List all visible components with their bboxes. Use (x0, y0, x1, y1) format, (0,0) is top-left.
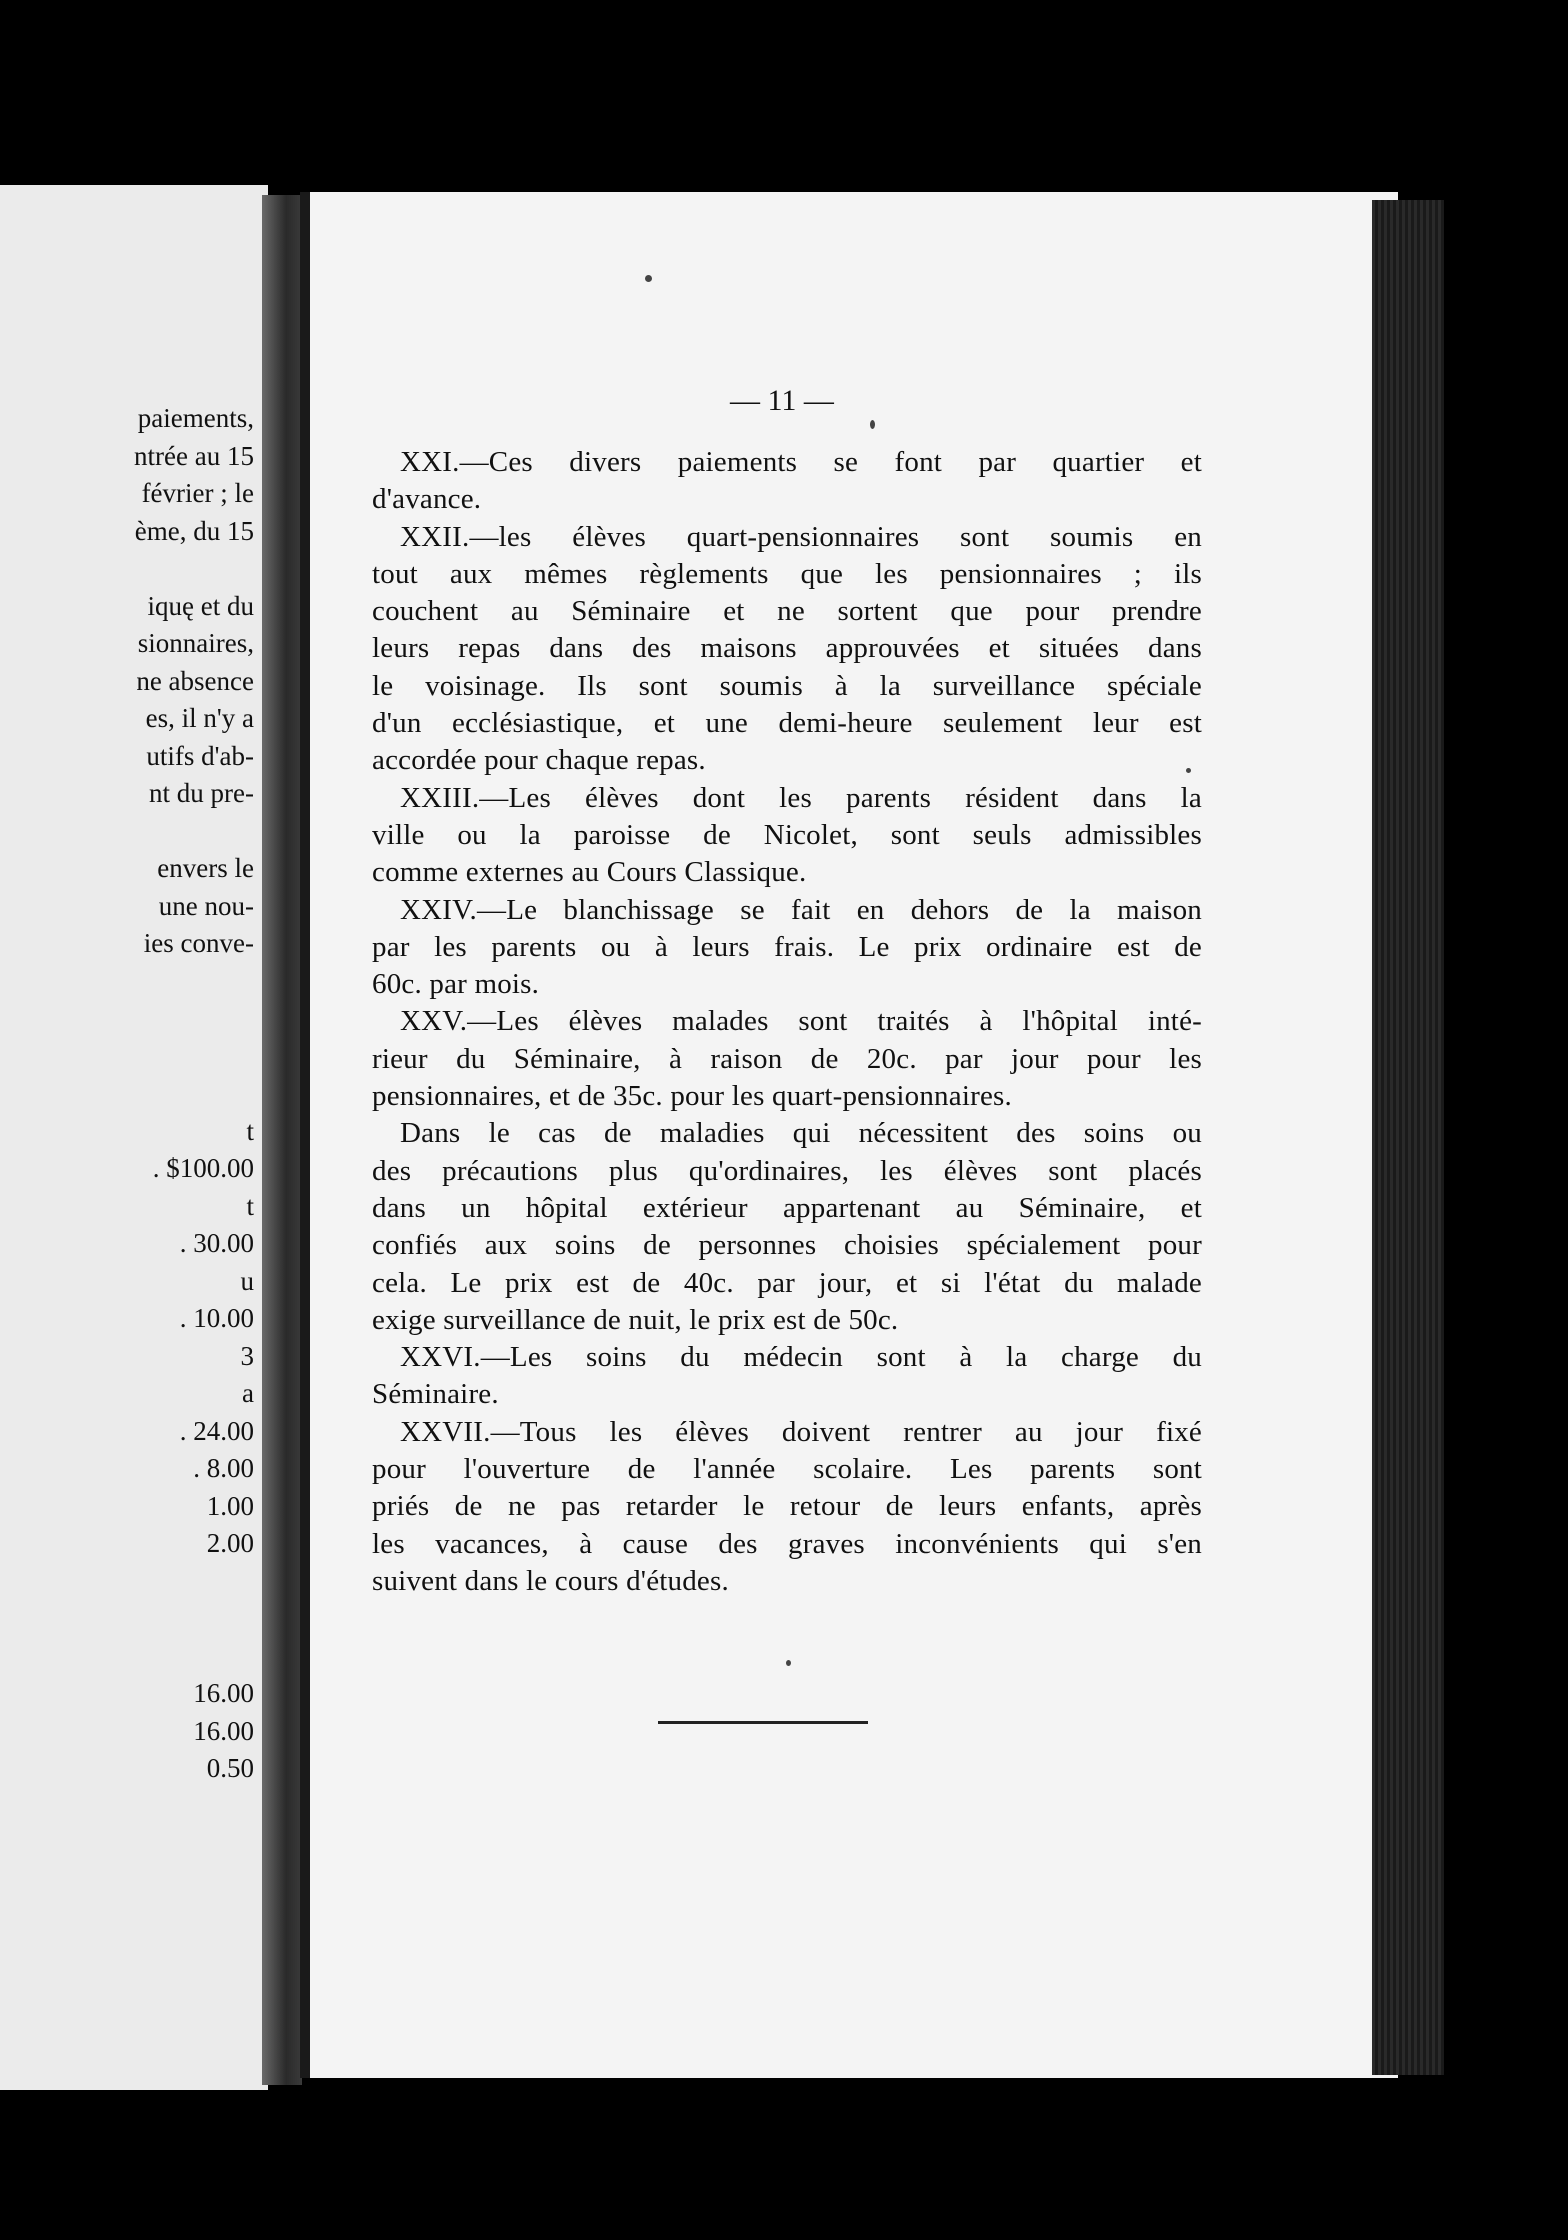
previous-page-line: envers le (157, 853, 254, 883)
text-line: XXVI.—Les soins du médecin sont à la charge du (400, 1341, 1202, 1374)
end-rule (658, 1721, 868, 1724)
previous-page-line: ne absence (136, 665, 254, 696)
previous-page-line: utifs d'ab- (146, 740, 254, 771)
previous-page-line: u (240, 1265, 254, 1296)
text-line: suivent dans le cours d'études. (372, 1564, 729, 1597)
previous-page-line: . $100.00 (152, 1153, 254, 1183)
text-line: confiés aux soins de personnes choisies spécialement pour (372, 1229, 1202, 1262)
previous-page-line: a (242, 1378, 254, 1408)
previous-page-line: une nou- (158, 890, 254, 921)
previous-page-line: . 24.00 (179, 1415, 254, 1446)
previous-page-line: es, il n'y a (145, 703, 254, 733)
text-line: accordée pour chaque repas. (372, 744, 706, 777)
previous-page-line: 0.50 (206, 1753, 254, 1783)
text-line: Dans le cas de maladies qui nécessitent des soins ou (400, 1117, 1202, 1150)
text-line: exige surveillance de nuit, le prix est de 50c. (372, 1303, 899, 1336)
previous-page-line: 3 (240, 1340, 254, 1371)
page-number: — 11 — (730, 384, 834, 417)
text-line: Séminaire. (372, 1378, 499, 1411)
ink-speck (786, 1660, 791, 1666)
previous-page-line: t (246, 1115, 254, 1146)
text-line: XXII.—les élèves quart-pensionnaires sont soumis en (400, 520, 1202, 553)
previous-page-line: iquę et du (147, 590, 254, 621)
text-line: dans un hôpital extérieur appartenant au Séminaire, et (372, 1191, 1202, 1224)
text-line: XXIII.—Les élèves dont les parents résident dans la (400, 781, 1202, 814)
previous-page-line: . 30.00 (179, 1228, 254, 1258)
text-line: d'un ecclésiastique, et une demi-heure seulement leur est (372, 707, 1202, 740)
text-line: des précautions plus qu'ordinaires, les élèves sont placés (372, 1154, 1202, 1187)
previous-page-line: 1.00 (206, 1490, 254, 1521)
text-line: les vacances, à cause des graves inconvénients qui s'en (372, 1527, 1202, 1560)
previous-page-line: 16.00 (193, 1715, 254, 1746)
previous-page-line: nt du pre- (149, 778, 254, 808)
text-line: d'avance. (372, 483, 482, 516)
previous-page-line: 16.00 (193, 1678, 254, 1708)
previous-page-line: 2.00 (206, 1528, 254, 1558)
text-line: XXVII.—Tous les élèves doivent rentrer au jour fixé (400, 1415, 1202, 1448)
text-line: le voisinage. Ils sont soumis à la surveillance spéciale (372, 669, 1202, 702)
text-line: leurs repas dans des maisons approuvées et situées dans (372, 632, 1202, 665)
text-line: XXI.—Ces divers paiements se font par quartier et (400, 446, 1202, 478)
book-gutter (262, 195, 302, 2085)
previous-page-line: février ; le (141, 478, 254, 508)
previous-page-line: ème, du 15 (134, 515, 254, 546)
text-line: comme externes au Cours Classique. (372, 856, 807, 889)
previous-page-line: paiements, (137, 403, 254, 433)
previous-page-line: t (246, 1190, 254, 1221)
previous-page-line: . 10.00 (179, 1303, 254, 1333)
previous-page (0, 185, 268, 2090)
text-line: cela. Le prix est de 40c. par jour, et si l'état du malade (372, 1266, 1202, 1299)
text-line: pour l'ouverture de l'année scolaire. Les parents sont (372, 1453, 1202, 1486)
text-line: XXIV.—Le blanchissage se fait en dehors de la maison (400, 893, 1202, 926)
body-text (372, 444, 1202, 1600)
ink-speck (1186, 768, 1191, 773)
text-line: par les parents ou à leurs frais. Le prix ordinaire est de (372, 930, 1202, 963)
text-line: pensionnaires, et de 35c. pour les quart-pensionnaires. (372, 1080, 1012, 1113)
text-line: ville ou la paroisse de Nicolet, sont seuls admissibles (372, 818, 1202, 851)
text-line: tout aux mêmes règlements que les pensionnaires ; ils (372, 557, 1202, 590)
previous-page-line: sionnaires, (137, 628, 254, 658)
previous-page-line: ntrée au 15 (134, 440, 254, 471)
previous-page-line: . 8.00 (193, 1453, 254, 1483)
previous-page-line: ies conve- (143, 928, 254, 958)
text-line: rieur du Séminaire, à raison de 20c. par jour pour les (372, 1042, 1202, 1075)
book-edge (1372, 200, 1444, 2075)
text-line: XXV.—Les élèves malades sont traités à l'hôpital inté- (400, 1005, 1202, 1038)
ink-speck (645, 275, 652, 282)
text-line: priés de ne pas retarder le retour de leurs enfants, après (372, 1490, 1202, 1523)
text-line: 60c. par mois. (372, 968, 540, 1001)
text-line: couchent au Séminaire et ne sortent que pour prendre (372, 595, 1202, 628)
ink-speck (870, 420, 875, 429)
